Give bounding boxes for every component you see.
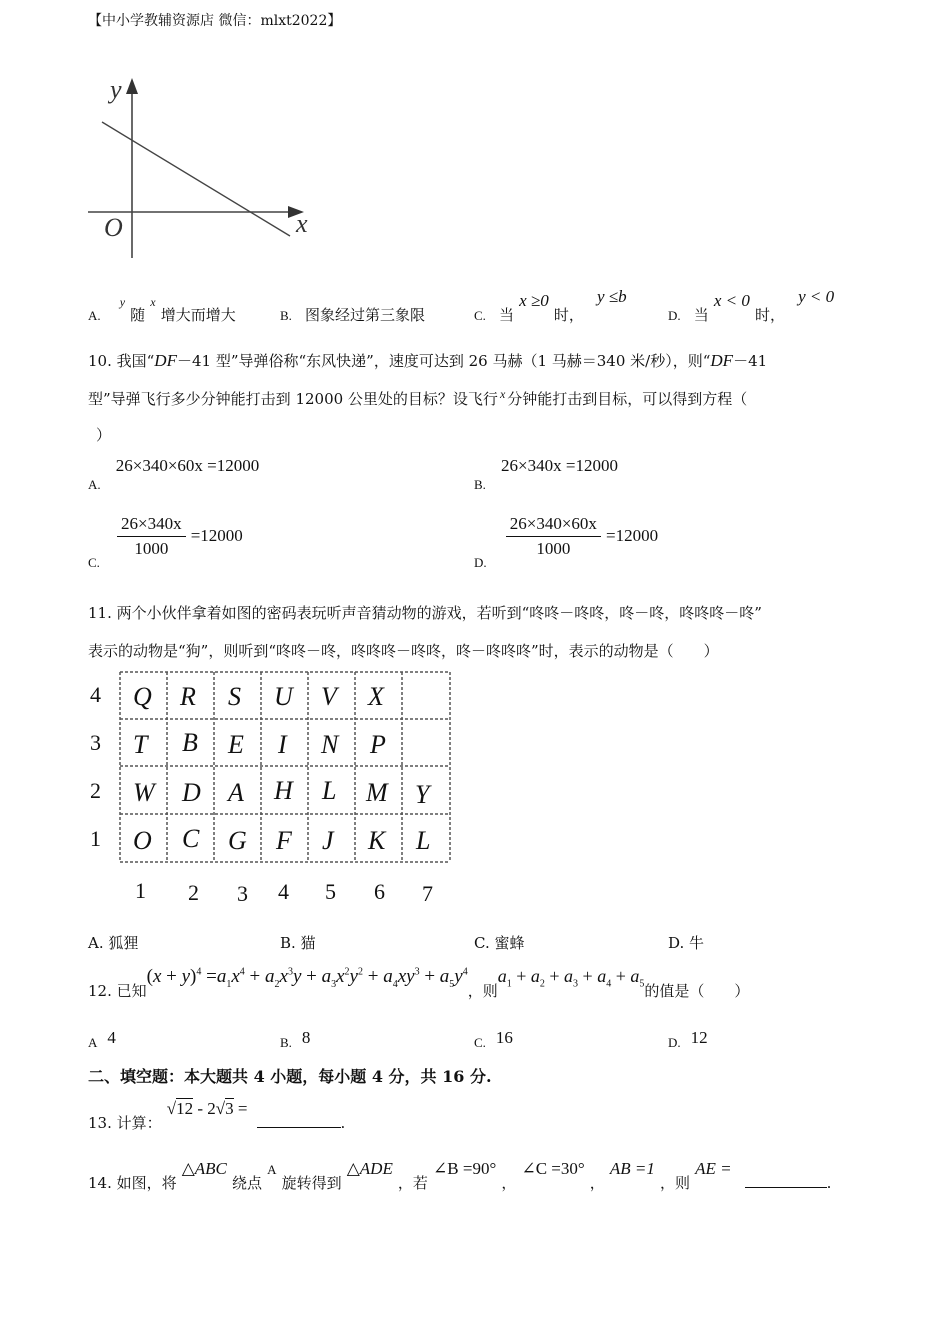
- answer-blank[interactable]: [745, 1187, 827, 1188]
- q14: 14. 如图，将 △ABC 绕点 A 旋转得到 △ADE ，若 ∠B =90° ， ∠C =30° ， AB =1 ，则 AE = .: [88, 1159, 832, 1192]
- grid-cell: X: [368, 682, 384, 711]
- grid-cell: F: [276, 826, 292, 855]
- q10-line-1: 10. 我国“DF－41 型”导弹俗称“东风快递”，速度可达到 26 马赫（1 马赫＝340 米/秒），则“DF－41: [88, 351, 768, 370]
- col-label: 6: [374, 879, 385, 904]
- grid-cell: T: [133, 730, 148, 759]
- option-label: A.: [88, 308, 101, 323]
- q9-option-a[interactable]: $_{A.}$ y 随 x 增大而增大: [88, 295, 236, 324]
- grid-cell: G: [228, 826, 247, 855]
- grid-cell: P: [370, 730, 386, 759]
- y-axis-arrow: [126, 78, 138, 94]
- y-axis-label: y: [110, 75, 122, 104]
- col-label: 2: [188, 880, 199, 905]
- q11-line-2: 表示的动物是“狗”，则听到“咚咚－咚，咚咚咚－咚咚，咚－咚咚咚”时，表示的动物是（ ）: [88, 642, 719, 660]
- row-label: 2: [90, 778, 101, 803]
- q10-option-d[interactable]: $_{D.}$ $\frac{26\times 340\times 60x}{1000}$ =12000: [474, 514, 659, 570]
- grid-cell: V: [321, 682, 337, 711]
- grid-cell: H: [274, 776, 293, 805]
- answer-blank[interactable]: [257, 1127, 341, 1128]
- q13: 13. 计算： √12 - 2√3 = .: [88, 1099, 346, 1132]
- q9-option-b[interactable]: B. 图象经过第三象限: [280, 306, 426, 324]
- q10-option-b[interactable]: $_{B.}$ 26×340x =12000: [474, 456, 618, 492]
- origin-label: O: [104, 213, 123, 242]
- q12-option-c[interactable]: $_{C.}$ 16: [474, 1028, 513, 1050]
- grid-cell: L: [416, 826, 431, 855]
- x-axis-label: x: [296, 209, 308, 238]
- function-line: [102, 122, 290, 236]
- q12-stem: 12. 已知$(x + y)^4 =a_1x^4 + a_2x^3y + a_3x^2y^2 + a_4xy^3 + a_5y^4$，则$a_1 + a_2 + a_3 + a_4 + a_5$的值是（ ）: [88, 966, 750, 1000]
- q11-option-b[interactable]: B. 猫: [280, 934, 316, 952]
- grid-cell: M: [366, 778, 388, 807]
- col-label: 1: [135, 878, 146, 903]
- col-label: 5: [325, 879, 336, 904]
- code-grid: [80, 668, 460, 913]
- grid-cell: B: [182, 728, 198, 757]
- q12-expansion: $(x + y)^4 =a_1x^4 + a_2x^3y + a_3x^2y^2 + a_4xy^3 + a_5y^4$: [146, 966, 468, 990]
- q11-option-c[interactable]: C. 蜜蜂: [474, 934, 525, 952]
- grid-cell: N: [321, 730, 339, 759]
- grid-cell: S: [228, 682, 241, 711]
- q10-option-a[interactable]: $_{A.}$ 26×340×60x =12000: [88, 456, 260, 492]
- q11-option-d[interactable]: D. 牛: [668, 934, 705, 952]
- row-label: 3: [90, 730, 101, 755]
- q10-line-3: ）: [96, 426, 112, 444]
- grid-cell: E: [228, 730, 244, 759]
- grid-cell: A: [228, 778, 244, 807]
- grid-cell: C: [182, 824, 200, 853]
- col-label: 3: [237, 881, 248, 906]
- grid-cell: O: [133, 826, 152, 855]
- grid-cell: L: [322, 776, 337, 805]
- q12-sum: $a_1 + a_2 + a_3 + a_4 + a_5$: [497, 966, 645, 990]
- q12-option-d[interactable]: $_{D.}$ 12: [668, 1028, 708, 1050]
- q12-option-a[interactable]: $_A$ 4: [88, 1028, 116, 1050]
- section-title: 二、填空题：本大题共 4 小题，每小题 4 分，共 16 分.: [88, 1067, 492, 1086]
- q9-option-c[interactable]: $_{C.}$ 当 x ≥0 时， y ≤b: [474, 287, 627, 324]
- grid-cell: J: [322, 826, 334, 855]
- page-header: 【中小学教辅资源店 微信：mlxt2022】: [88, 13, 342, 29]
- col-label: 4: [278, 879, 289, 904]
- grid-cell: D: [182, 778, 201, 807]
- grid-cell: R: [180, 682, 196, 711]
- grid-cell: W: [133, 778, 155, 807]
- grid-cell: I: [278, 730, 287, 759]
- col-label: 7: [422, 881, 433, 906]
- grid-cell: Q: [133, 682, 152, 711]
- row-label: 4: [90, 682, 101, 707]
- grid-cell: U: [274, 682, 293, 711]
- q10-option-c[interactable]: $_{C.}$ $\frac{26\times 340x}{1000}$ =12000: [88, 514, 243, 570]
- q11-option-a[interactable]: A. 狐狸: [88, 934, 139, 952]
- q12-option-b[interactable]: $_{B.}$ 8: [280, 1028, 311, 1050]
- grid-cell: Y: [415, 780, 430, 809]
- row-label: 1: [90, 826, 101, 851]
- q11-line-1: 11. 两个小伙伴拿着如图的密码表玩听声音猜动物的游戏，若听到“咚咚－咚咚，咚－咚，咚咚咚－咚”: [88, 604, 762, 622]
- q10-line-2: 型”导弹飞行多少分钟能打击到 12000 公里处的目标？设飞行 $^x$ 分钟能打击到目标，可以得到方程（: [88, 387, 748, 408]
- q9-option-d[interactable]: $_{D.}$ 当 x < 0 时， y < 0: [668, 287, 835, 324]
- grid-cell: K: [368, 826, 386, 855]
- q9-graph: [80, 70, 330, 270]
